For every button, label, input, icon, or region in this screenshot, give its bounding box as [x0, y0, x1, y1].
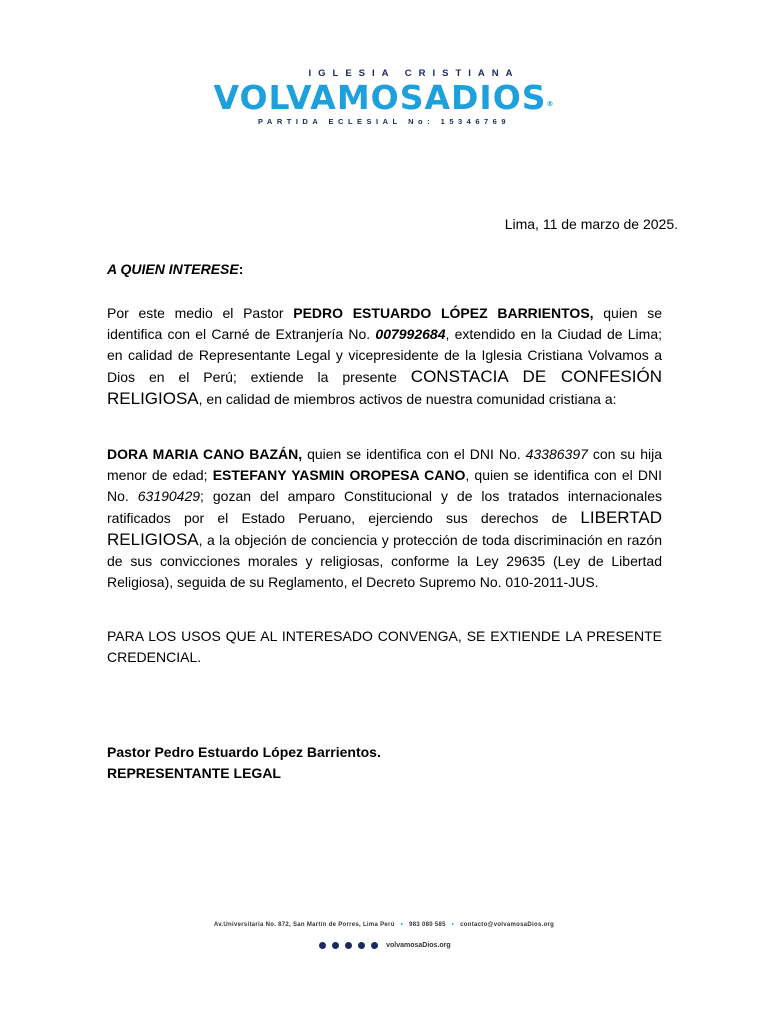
- logo-wordmark: VOLVAMOSADIOS®: [213, 78, 555, 117]
- signature-name: Pastor Pedro Estuardo López Barrientos.: [107, 744, 381, 760]
- letter-date: Lima, 11 de marzo de 2025.: [504, 216, 678, 232]
- footer-phone: 983 080 585: [409, 922, 446, 928]
- pastor-name: PEDRO ESTUARDO LÓPEZ BARRIENTOS,: [293, 305, 594, 321]
- signature-title: REPRESENTANTE LEGAL: [107, 765, 281, 781]
- paragraph-members: DORA MARIA CANO BAZÁN, quien se identifica con el DNI No. 43386397 con su hija menor de edad; ESTEFANY YASMIN OROPESA CANO, quien se identifica con el DNI No. 63190429; gozan del amparo Constitucional y de los tratados internacionales ratificados por el Estado Peruano, ejerciendo sus derechos de LIBERTAD RELIGIOSA, a la objeción de conciencia y protección de toda discriminación en razón de sus convicciones morales y religiosas, conforme la Ley 29635 (Ley de Libertad Religiosa), seguida de su Reglamento, el Decreto Supremo No. 010-2011-JUS.: [107, 446, 662, 590]
- dni-number: 63190429: [137, 488, 201, 504]
- member-name: DORA MARIA CANO BAZÁN,: [107, 446, 303, 462]
- footer-website[interactable]: volvamosaDios.org: [386, 942, 451, 949]
- carne-number: 007992684: [375, 326, 446, 342]
- youtube-icon[interactable]: [332, 942, 339, 949]
- church-logo: [0, 68, 768, 126]
- signature-block: [107, 742, 381, 784]
- dni-number: 43386397: [525, 446, 588, 462]
- tiktok-icon[interactable]: [358, 942, 365, 949]
- footer-contact: Av.Universitaria No. 872, San Martín de Porres, Lima Perú • 983 080 585 • contacto@volvamosaDios.org: [213, 922, 555, 928]
- facebook-icon[interactable]: [319, 942, 326, 949]
- salutation: A QUIEN INTERESE:: [107, 261, 244, 277]
- paragraph-closing: PARA LOS USOS QUE AL INTERESADO CONVENGA, SE EXTIENDE LA PRESENTE CREDENCIAL.: [107, 628, 662, 665]
- paragraph-intro: Por este medio el Pastor PEDRO ESTUARDO LÓPEZ BARRIENTOS, quien se identifica con el Carné de Extranjería No. 007992684, extendido en la Ciudad de Lima; en calidad de Representante Legal y vicepresidente de la Iglesia Cristiana Volvamos a Dios en el Perú; extiende la presente CONSTACIA DE CONFESIÓN RELIGIOSA, en calidad de miembros activos de nuestra comunidad cristiana a:: [107, 305, 663, 408]
- logo-tagline-top: IGLESIA CRISTIANA: [308, 68, 520, 79]
- member-name: ESTEFANY YASMIN OROPESA CANO: [212, 467, 466, 483]
- right-name: LIBERTAD RELIGIOSA: [107, 508, 662, 549]
- instagram-icon[interactable]: [345, 942, 352, 949]
- document-type: CONSTACIA DE CONFESIÓN RELIGIOSA: [107, 367, 662, 408]
- logo-registration: PARTIDA ECLESIAL No: 15346769: [257, 117, 511, 126]
- footer-address: Av.Universitaria No. 872, San Martín de Porres, Lima Perú: [213, 922, 395, 928]
- twitter-icon[interactable]: [371, 942, 378, 949]
- footer-social: [0, 942, 768, 949]
- footer-email[interactable]: contacto@volvamosaDios.org: [460, 922, 555, 928]
